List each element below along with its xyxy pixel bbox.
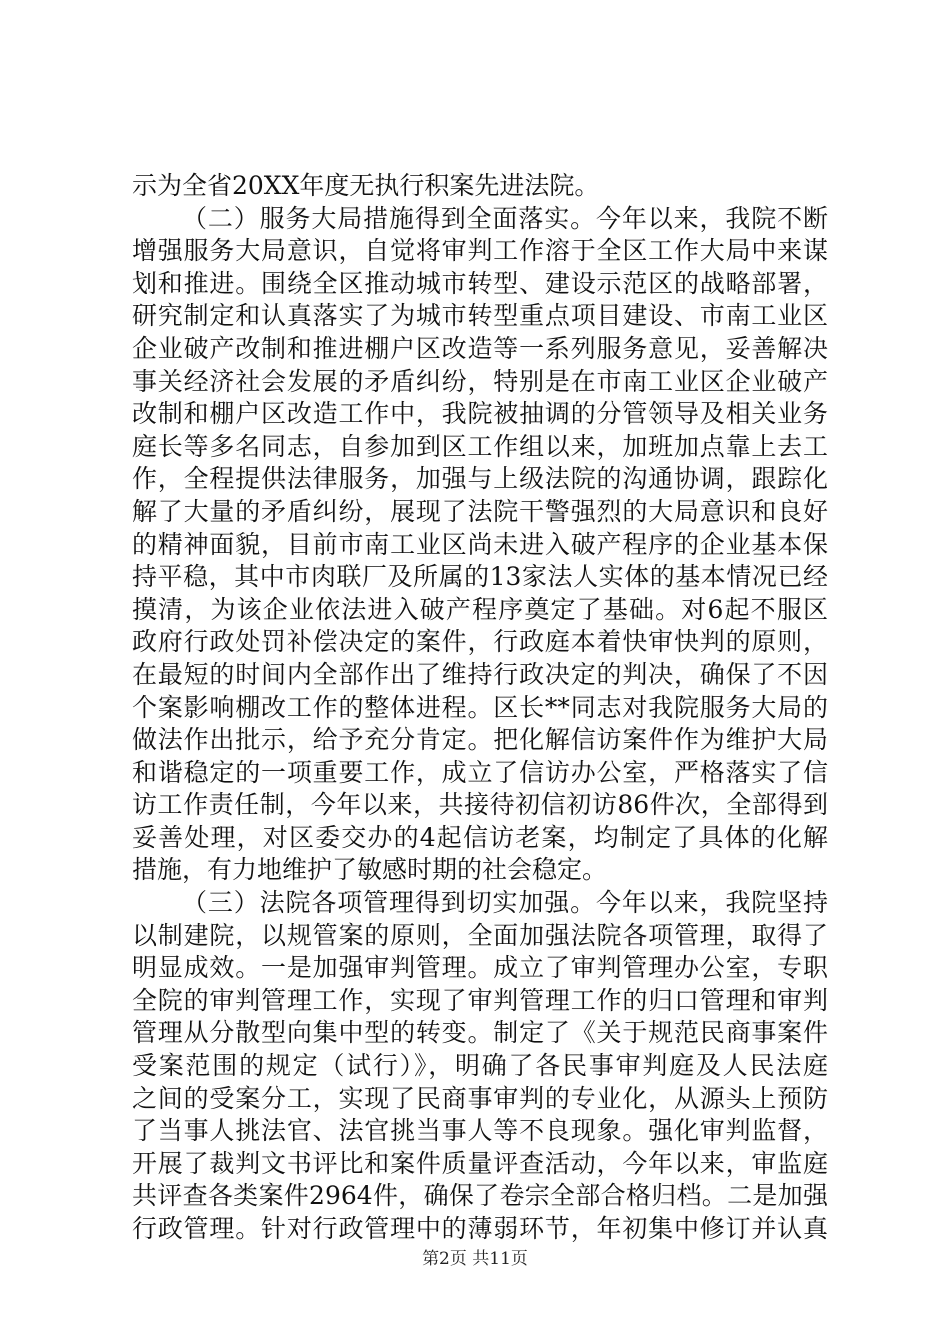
text-line: 的精神面貌，目前市南工业区尚未进入破产程序的企业基本保 xyxy=(132,529,828,559)
text-line: 访工作责任制，今年以来，共接待初信初访86件次，全部得到 xyxy=(132,790,828,820)
text-line: 研究制定和认真落实了为城市转型重点项目建设、市南工业区 xyxy=(132,301,828,331)
text-line: 开展了裁判文书评比和案件质量评查活动，今年以来，审监庭 xyxy=(132,1148,828,1178)
text-line: 全院的审判管理工作，实现了审判管理工作的归口管理和审判 xyxy=(132,985,828,1015)
document-body xyxy=(132,170,828,1246)
text-line: 措施，有力地维护了敏感时期的社会稳定。 xyxy=(132,855,608,885)
text-line: 妥善处理，对区委交办的4起信访老案，均制定了具体的化解 xyxy=(132,822,828,852)
section-heading-line: （三）法院各项管理得到切实加强。今年以来，我院坚持 xyxy=(182,888,828,918)
page-number-footer: 第2页 共11页 xyxy=(422,1249,528,1269)
text-line: 管理从分散型向集中型的转变。制定了《关于规范民商事案件 xyxy=(132,1018,828,1048)
text-line: 政府行政处罚补偿决定的案件，行政庭本着快审快判的原则， xyxy=(132,627,828,657)
text-line: 摸清，为该企业依法进入破产程序奠定了基础。对6起不服区 xyxy=(132,594,828,624)
text-line: 企业破产改制和推进棚户区改造等一系列服务意见，妥善解决 xyxy=(132,333,828,363)
text-line: 明显成效。一是加强审判管理。成立了审判管理办公室，专职 xyxy=(132,953,828,983)
text-line: 行政管理。针对行政管理中的薄弱环节，年初集中修订并认真 xyxy=(132,1214,828,1243)
text-line: 受案范围的规定（试行）》，明确了各民事审判庭及人民法庭 xyxy=(132,1051,828,1081)
text-line: 共评查各类案件2964件，确保了卷宗全部合格归档。二是加强 xyxy=(132,1181,828,1211)
text-line: 和谐稳定的一项重要工作，成立了信访办公室，严格落实了信 xyxy=(132,757,828,787)
text-line: 示为全省20XX年度无执行积案先进法院。 xyxy=(132,171,600,200)
text-line: 事关经济社会发展的矛盾纠纷，特别是在市南工业区企业破产 xyxy=(132,366,828,396)
text-line: 解了大量的矛盾纠纷，展现了法院干警强烈的大局意识和良好 xyxy=(132,496,828,526)
text-line: 以制建院，以规管案的原则，全面加强法院各项管理，取得了 xyxy=(132,920,828,950)
text-line: 之间的受案分工，实现了民商事审判的专业化，从源头上预防 xyxy=(132,1083,828,1113)
text-line: 了当事人挑法官、法官挑当事人等不良现象。强化审判监督， xyxy=(132,1116,828,1146)
text-line: 做法作出批示，给予充分肯定。把化解信访案件作为维护大局 xyxy=(132,725,828,755)
text-line: 改制和棚户区改造工作中，我院被抽调的分管领导及相关业务 xyxy=(132,399,828,429)
text-line: 在最短的时间内全部作出了维持行政决定的判决，确保了不因 xyxy=(132,659,828,689)
text-line: 作，全程提供法律服务，加强与上级法院的沟通协调，跟踪化 xyxy=(132,464,828,494)
text-line: 持平稳，其中市肉联厂及所属的13家法人实体的基本情况已经 xyxy=(132,562,828,592)
text-line: 个案影响棚改工作的整体进程。区长**同志对我院服务大局的 xyxy=(132,692,828,722)
section-heading-line: （二）服务大局措施得到全面落实。今年以来，我院不断 xyxy=(182,203,828,233)
text-line: 增强服务大局意识，自觉将审判工作溶于全区工作大局中来谋 xyxy=(132,236,828,266)
text-line: 划和推进。围绕全区推动城市转型、建设示范区的战略部署， xyxy=(132,268,828,298)
text-line: 庭长等多名同志，自参加到区工作组以来，加班加点靠上去工 xyxy=(132,431,828,461)
